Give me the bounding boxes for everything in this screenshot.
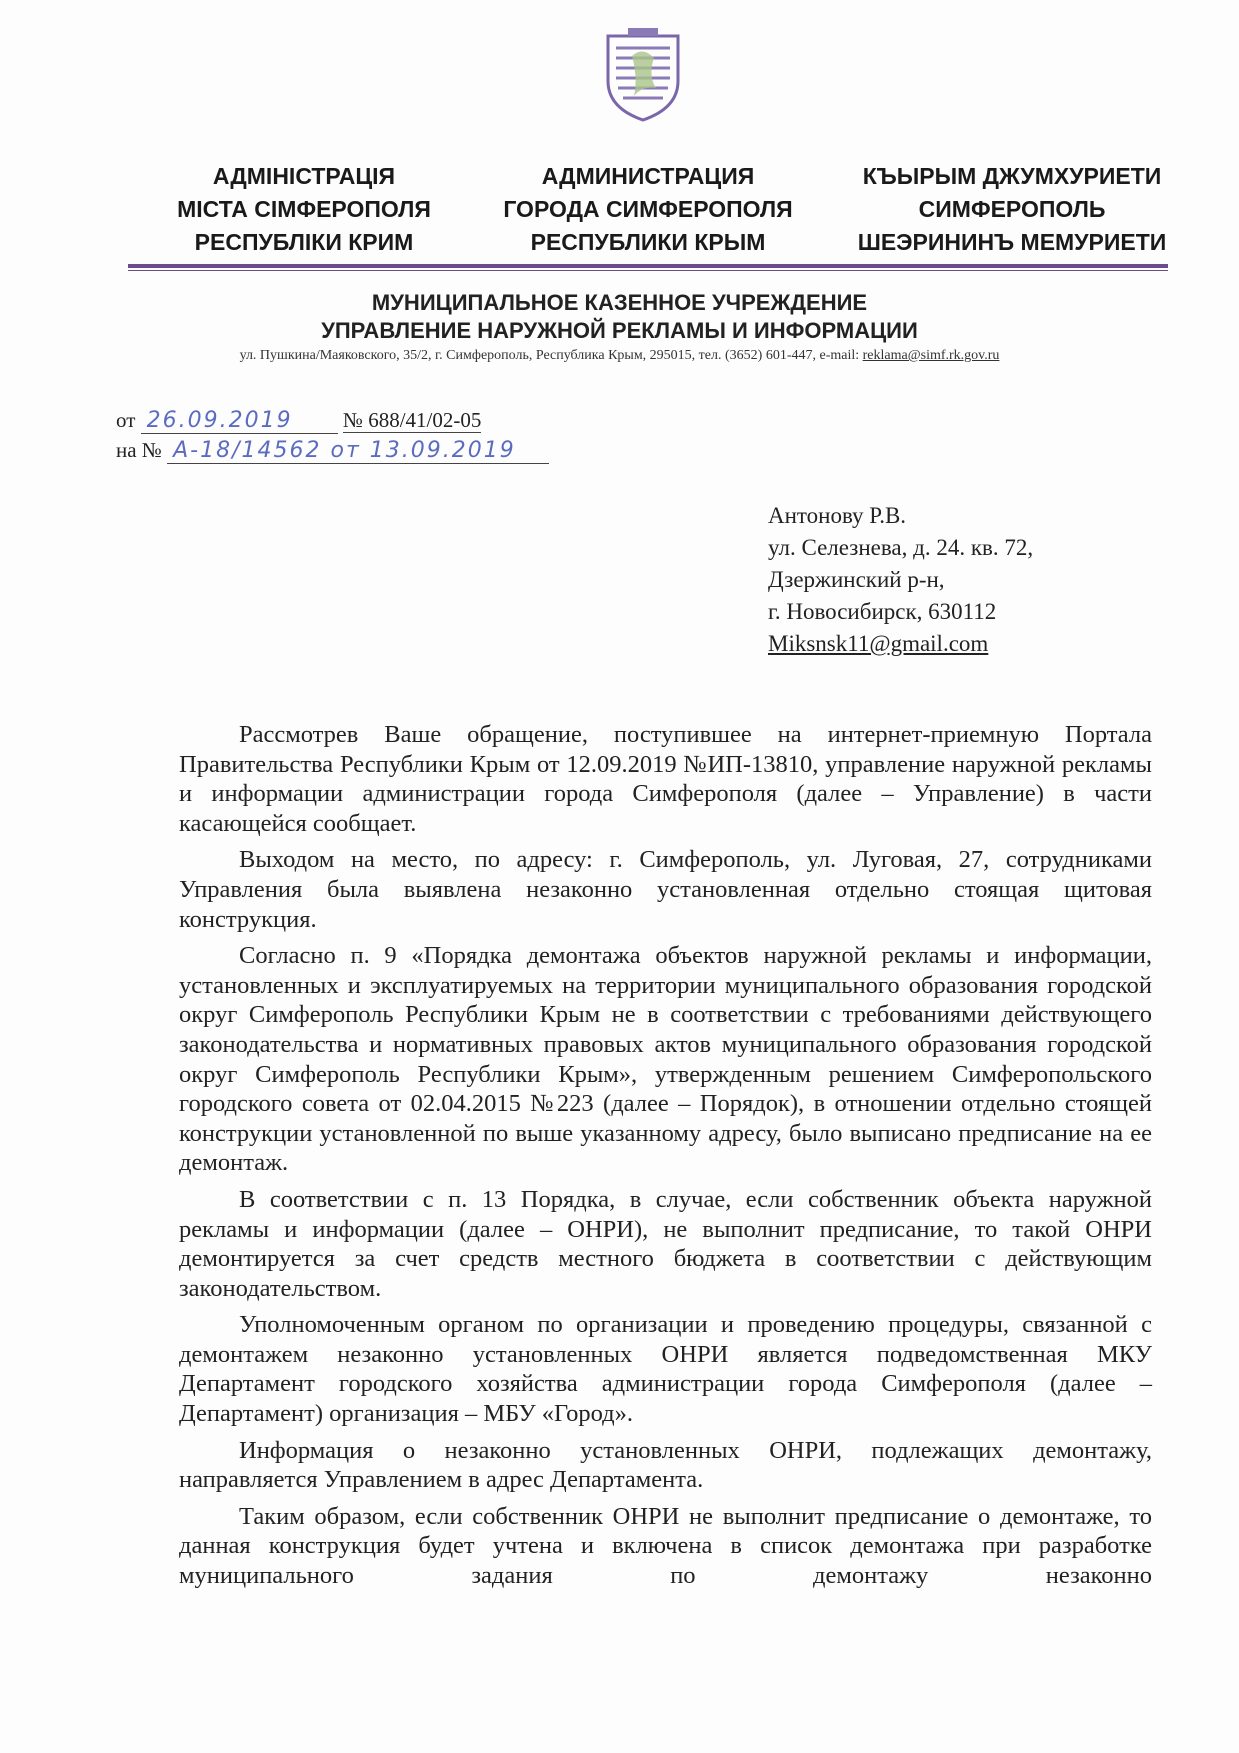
header-line: АДМІНІСТРАЦІЯ (212, 163, 396, 189)
address-text: ул. Пушкина/Маяковского, 35/2, г. Симферополь, Республика Крым, 295015, тел. (3652) 601-447, e-mail: (239, 348, 863, 363)
handwritten-reply-ref: А-18/14562 от 13.09.2019 (167, 438, 549, 464)
header-ukrainian (134, 160, 474, 259)
header-line: ГОРОДА СИМФЕРОПОЛЯ (503, 196, 793, 222)
body-paragraph: Информация о незаконно установленных ОНРИ, подлежащих демонтажу, направляется Управлением в адрес Департамента. (179, 1436, 1152, 1494)
header-line: КЪЫРЫМ ДЖУМХУРИЕТИ (862, 163, 1162, 189)
body-paragraph: Согласно п. 9 «Порядка демонтажа объектов наружной рекламы и информации, установленных и эксплуатируемых на территории муниципального образования городской округ Симферополь Республики Крым не в соответствии с требованиями действующего законодательства и нормативных правовых актов муниципального образования городской округ Симферополь Республики Крым», утвержденным решением Симферопольского городского совета от 02.04.2015 №223 (далее – Порядок), в отношении отдельно стоящей конструкции установленной по выше указанному адресу, было выписано предписание на ее демонтаж. (179, 942, 1152, 1177)
recipient-district: Дзержинский р-н, (768, 567, 945, 592)
header-line: МІСТА СІМФЕРОПОЛЯ (177, 196, 431, 222)
outgoing-reference (116, 408, 481, 434)
from-label: от (116, 408, 136, 432)
header-divider (128, 264, 1168, 268)
reply-label: на № (116, 438, 162, 462)
header-line: ШЕЭРИНИНЪ МЕМУРИЕТИ (857, 229, 1167, 255)
recipient-street: ул. Селезнева, д. 24. кв. 72, (768, 535, 1034, 560)
email-link[interactable]: reklama@simf.rk.gov.ru (862, 348, 1000, 363)
recipient-block (768, 500, 1033, 660)
outgoing-number: № 688/41/02-05 (342, 408, 482, 432)
header-russian (478, 160, 818, 259)
header-divider-thin (128, 270, 1168, 271)
body-paragraph: Рассмотрев Ваше обращение, поступившее на интернет-приемную Портала Правительства Республики Крым от 12.09.2019 №ИП-13810, управление наружной рекламы и информации администрации города Симферополя (далее – Управление) в части касающейся сообщает. (179, 721, 1152, 837)
incoming-reference (116, 438, 549, 464)
institution-address (0, 348, 1239, 364)
header-line: РЕСПУБЛИКИ КРЫМ (530, 229, 766, 255)
body-paragraph: Уполномоченным органом по организации и проведению процедуры, связанной с демонтажем незаконно установленных ОНРИ является подведомственная МКУ Департамент городского хозяйства администрации города Симферополя (далее – Департамент) организация – МБУ «Город». (179, 1311, 1152, 1428)
recipient-name: Антонову Р.В. (768, 503, 907, 528)
recipient-email[interactable]: Miksnsk11@gmail.com (768, 631, 989, 656)
letter-body (179, 720, 1152, 1598)
header-line: АДМИНИСТРАЦИЯ (541, 163, 755, 189)
header-crimean-tatar (842, 160, 1182, 259)
handwritten-date: 26.09.2019 (141, 408, 338, 434)
recipient-city: г. Новосибирск, 630112 (768, 599, 997, 624)
body-paragraph: Выходом на место, по адресу: г. Симферополь, ул. Луговая, 27, сотрудниками Управления была выявлена незаконно установленная отдельно стоящая щитовая конструкция. (179, 846, 1152, 933)
institution-title-line1: МУНИЦИПАЛЬНОЕ КАЗЕННОЕ УЧРЕЖДЕНИЕ (371, 290, 868, 315)
header-line: РЕСПУБЛІКИ КРИМ (194, 229, 414, 255)
header-line: СИМФЕРОПОЛЬ (918, 196, 1106, 222)
body-paragraph: В соответствии с п. 13 Порядка, в случае, если собственник объекта наружной рекламы и информации (далее – ОНРИ), не выполнит предписание, то такой ОНРИ демонтируется за счет средств местного бюджета в соответствии с действующим законодательством. (179, 1185, 1152, 1302)
institution-title-line2: УПРАВЛЕНИЕ НАРУЖНОЙ РЕКЛАМЫ И ИНФОРМАЦИИ (321, 318, 918, 343)
crimea-coat-of-arms-icon (598, 26, 688, 124)
body-paragraph: Таким образом, если собственник ОНРИ не выполнит предписание о демонтаже, то данная конструкция будет учтена и включена в список демонтажа при разработке муниципального задания по демонтажу незаконно (179, 1502, 1152, 1590)
